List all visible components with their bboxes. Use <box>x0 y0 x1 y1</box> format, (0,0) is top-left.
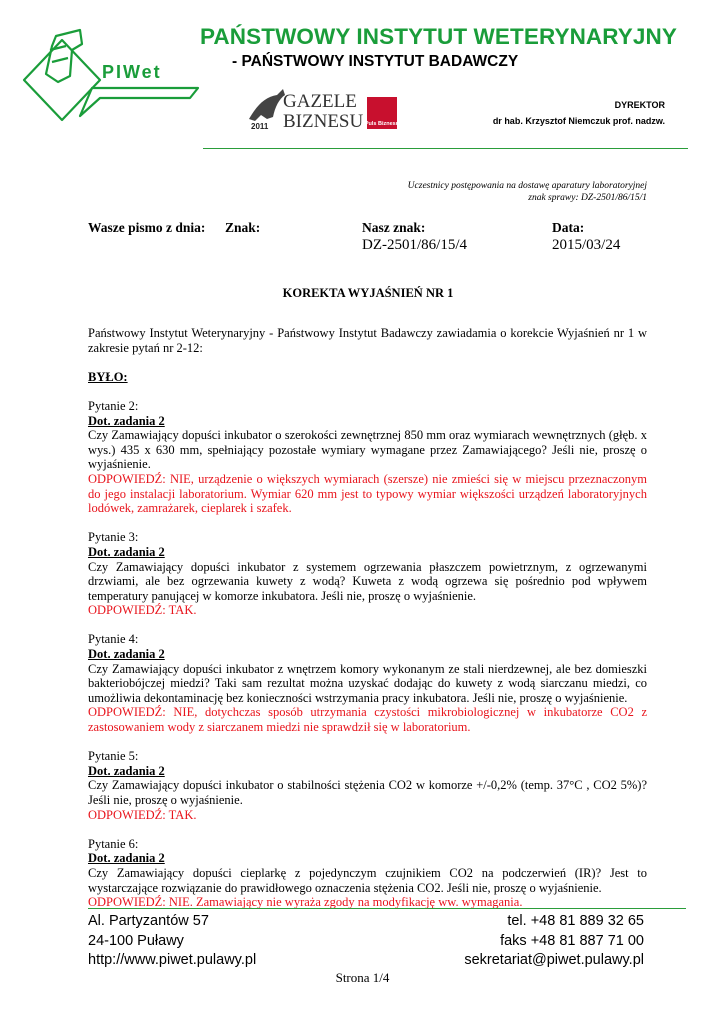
footer-address-line1: Al. Partyzantów 57 <box>88 913 209 929</box>
footer-address <box>88 912 256 971</box>
director-title: DYREKTOR <box>614 100 665 110</box>
page-number: Strona 1/4 <box>335 970 390 985</box>
logo-text: PIWet <box>102 62 162 82</box>
question-text: Czy Zamawiający dopuści cieplarkę z pojedynczym czujnikiem CO2 na podczerwień (IR)? Jest to wystarczające rozwiązanie do prawidłowego oznaczenia stężenia CO2. Jeśli nie, proszę o wyjaśnienie. <box>88 865 647 895</box>
award-year: 2011 <box>251 122 269 131</box>
question-task: Dot. zadania 2 <box>88 544 165 559</box>
award-line1: GAZELE <box>283 91 357 112</box>
question-answer: ODPOWIEDŹ: TAK. <box>88 807 197 822</box>
question-answer: ODPOWIEDŹ: NIE. Zamawiający nie wyraża zgody na modyfikację ww. wymagania. <box>88 895 523 910</box>
sign-label: Znak: <box>225 220 261 235</box>
footer-divider <box>88 908 686 909</box>
question-task: Dot. zadania 2 <box>88 647 165 662</box>
logo-underline-bar <box>80 88 198 116</box>
our-sign <box>362 219 467 254</box>
question-label: Pytanie 5: <box>88 749 139 764</box>
award-line2: BIZNESU <box>283 111 364 131</box>
gazelle-icon <box>249 89 285 121</box>
question-task: Dot. zadania 2 <box>88 763 165 778</box>
recipient-block <box>380 180 647 204</box>
question-task: Dot. zadania 2 <box>88 413 165 428</box>
institute-name: PAŃSTWOWY INSTYTUT WETERYNARYJNY <box>200 24 677 49</box>
question-text: Czy Zamawiający dopuści inkubator o szerokości zewnętrznej 850 mm oraz wymiarach wewnętrznych (głęb. x wys.) 435 x 630 mm, spełniający pozostałe wymiary wymagane przez Zamawiającego? Jeśli nie, proszę o wyjaśnienie. <box>88 428 647 472</box>
document-title: KOREKTA WYJAŚNIEŃ NR 1 <box>282 286 454 300</box>
logo-detail-lines <box>50 46 68 62</box>
question-answer: ODPOWIEDŹ: TAK. <box>88 603 197 618</box>
director-name: dr hab. Krzysztof Niemczuk prof. nadzw. <box>492 116 665 126</box>
question-task: Dot. zadania 2 <box>88 851 165 866</box>
question-answer: ODPOWIEDŹ: NIE, dotychczas sposób utrzymania czystości mikrobiologicznej w inkubatorze CO2 z zastosowaniem wody z siarczanem miedzi nie sprawdził się w laboratorium. <box>88 705 647 735</box>
footer-phone: tel. +48 81 889 32 65 <box>507 913 644 929</box>
our-sign-value: DZ-2501/86/15/4 <box>362 237 467 253</box>
recipient-line2: znak sprawy: DZ-2501/86/15/1 <box>528 193 647 203</box>
footer-email-link[interactable]: sekretariat@piwet.pulawy.pl <box>464 952 644 968</box>
recipient-line1: Uczestnicy postępowania na dostawę aparatury laboratoryjnej <box>407 181 647 191</box>
footer-fax: faks +48 81 887 71 00 <box>500 932 644 949</box>
section-label: BYŁO: <box>88 369 128 384</box>
institute-subtitle: - PAŃSTWOWY INSTYTUT BADAWCZY <box>232 53 519 70</box>
footer-website-link[interactable]: http://www.piwet.pulawy.pl <box>88 952 257 968</box>
intro-paragraph: Państwowy Instytut Weterynaryjny - Państwowy Instytut Badawczy zawiadamia o korekcie Wyjaśnień nr 1 w zakresie pytań nr 2-12: <box>88 326 647 355</box>
your-letter-label: Wasze pismo z dnia: <box>88 220 206 235</box>
question-label: Pytanie 2: <box>88 398 139 413</box>
piwet-logo <box>22 28 202 133</box>
gazele-biznesu-logo <box>247 85 407 131</box>
date <box>552 219 620 254</box>
director-block <box>440 97 665 129</box>
question-text: Czy Zamawiający dopuści inkubator z systemem ogrzewania płaszczem powietrznym, z ogrzewanymi drzwiami, ale bez ogrzewania kuwety z wodą? Kuweta z wodą ogrzewa się pośrednio pod wpływem temperatury panującej w komorze inkubatora. Jeśli nie, proszę o wyjaśnienie. <box>88 559 647 603</box>
date-value: 2015/03/24 <box>552 237 621 253</box>
question-answer: ODPOWIEDŹ: NIE, urządzenie o większych wymiarach (szersze) nie zmieści się w miejscu przeznaczonym do jego instalacji laboratorium. Wymiar 620 mm jest to typowy wymiar większości urządzeń laboratoryjnych lodówek, zamrażarek, cieplarek i szafek. <box>88 471 647 516</box>
question-label: Pytanie 4: <box>88 632 139 647</box>
document-body <box>88 326 647 910</box>
date-label: Data: <box>552 220 585 235</box>
badge-text: Puls Biznesu <box>364 121 400 127</box>
header-divider <box>203 148 688 149</box>
question-text: Czy Zamawiający dopuści inkubator o stabilności stężenia CO2 w komorze +/-0,2% (temp. 37°C , CO2 5%)? Jeśli nie, proszę o wyjaśnienie. <box>88 778 647 807</box>
question-text: Czy Zamawiający dopuści inkubator z wnętrzem komory wykonanym ze stali nierdzewnej, ale bez domieszki bakteriobójczej miedzi? Taki sam rezultat można uzyskać dodając do kuwety z wodą siarczanu miedzi, co umożliwia dekontaminację bez konieczności wstrzymania pracy inkubatora. Jeśli nie, proszę o wyjaśnienie. <box>88 661 647 705</box>
our-sign-label: Nasz znak: <box>362 220 426 235</box>
footer-address-line2: 24-100 Puławy <box>88 932 184 949</box>
question-label: Pytanie 3: <box>88 530 139 545</box>
footer-contact <box>380 912 644 971</box>
question-label: Pytanie 6: <box>88 836 139 851</box>
